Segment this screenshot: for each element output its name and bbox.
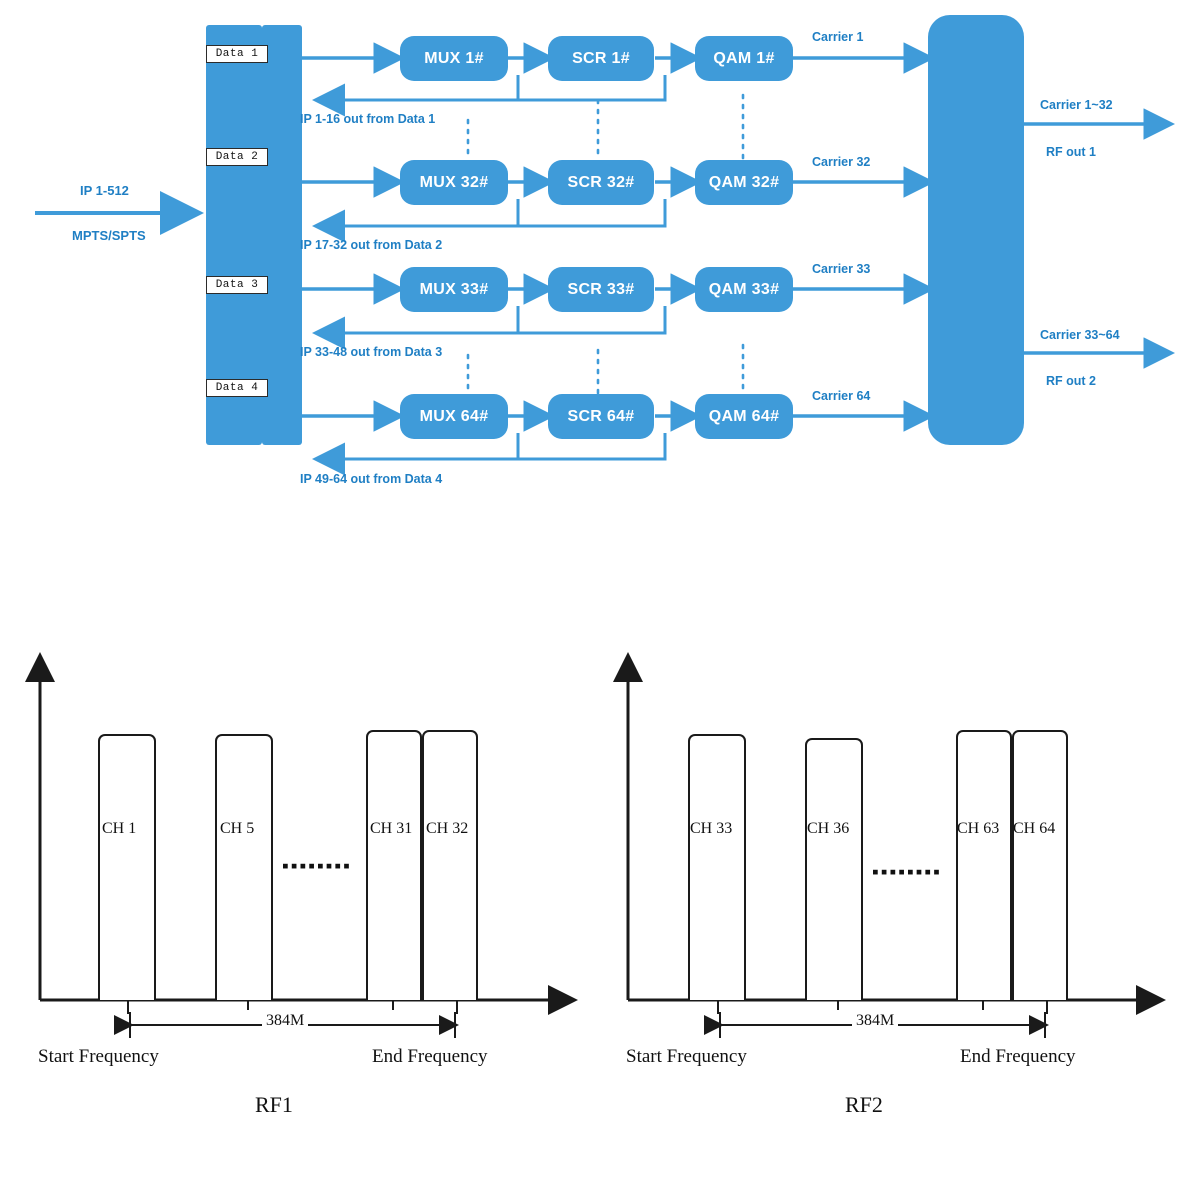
rf-combiner-panel — [928, 15, 1024, 445]
data-tag-1: Data 1 — [206, 45, 268, 63]
rf1-end-frequency-label: End Frequency — [372, 1046, 488, 1067]
data-tag-3: Data 3 — [206, 276, 268, 294]
mux-box-32[interactable]: MUX 32# — [400, 160, 508, 205]
rf2-title: RF2 — [845, 1092, 883, 1117]
rf2-channel-label-2: CH 36 — [807, 820, 850, 837]
scr-box-64[interactable]: SCR 64# — [548, 394, 654, 439]
carrier-label-1: Carrier 1 — [812, 30, 864, 44]
rf2-channel-bar-1 — [688, 734, 746, 1000]
rf1-channel-label-4: CH 32 — [426, 820, 469, 837]
return-label-1: IP 1-16 out from Data 1 — [300, 112, 436, 126]
output-carrier-label-1: Carrier 1~32 — [1040, 98, 1113, 112]
rf1-channel-bar-1 — [98, 734, 156, 1000]
data-tag-2: Data 2 — [206, 148, 268, 166]
output-rf-label-2: RF out 2 — [1046, 374, 1096, 388]
rf1-span-label: 384M — [262, 1012, 308, 1030]
rf1-channel-bar-4 — [422, 730, 478, 1000]
rf1-channel-bar-2 — [215, 734, 273, 1000]
data-tag-4: Data 4 — [206, 379, 268, 397]
rf2-end-frequency-label: End Frequency — [960, 1046, 1076, 1067]
ip-switch-fabric — [262, 25, 302, 445]
rf2-channel-bar-2 — [805, 738, 863, 1000]
carrier-label-33: Carrier 33 — [812, 262, 871, 276]
rf1-ellipsis: ▪▪▪▪▪▪▪▪ — [282, 856, 352, 877]
rf2-axes — [600, 640, 1180, 1040]
qam-box-32[interactable]: QAM 32# — [695, 160, 793, 205]
spectrum-rf2 — [600, 640, 1180, 1160]
qam-box-64[interactable]: QAM 64# — [695, 394, 793, 439]
carrier-label-32: Carrier 32 — [812, 155, 871, 169]
return-label-3: IP 33-48 out from Data 3 — [300, 345, 443, 359]
mux-box-33[interactable]: MUX 33# — [400, 267, 508, 312]
input-ip-range-label: IP 1-512 — [80, 183, 129, 198]
scr-box-33[interactable]: SCR 33# — [548, 267, 654, 312]
rf1-channel-label-1: CH 1 — [102, 820, 137, 837]
qam-box-1[interactable]: QAM 1# — [695, 36, 793, 81]
rf1-title: RF1 — [255, 1092, 293, 1117]
rf1-channel-label-3: CH 31 — [370, 820, 413, 837]
output-rf-label-1: RF out 1 — [1046, 145, 1096, 159]
rf2-span-label: 384M — [852, 1012, 898, 1030]
rf2-channel-label-4: CH 64 — [1013, 820, 1056, 837]
qam-box-33[interactable]: QAM 33# — [695, 267, 793, 312]
input-stream-type-label: MPTS/SPTS — [72, 228, 146, 243]
scr-box-32[interactable]: SCR 32# — [548, 160, 654, 205]
rf2-start-frequency-label: Start Frequency — [626, 1046, 747, 1067]
spectrum-rf1 — [10, 640, 590, 1160]
mux-box-1[interactable]: MUX 1# — [400, 36, 508, 81]
rf1-start-frequency-label: Start Frequency — [38, 1046, 159, 1067]
carrier-label-64: Carrier 64 — [812, 389, 871, 403]
rf2-ellipsis: ▪▪▪▪▪▪▪▪ — [872, 862, 942, 883]
rf1-channel-label-2: CH 5 — [220, 820, 255, 837]
return-label-4: IP 49-64 out from Data 4 — [300, 472, 443, 486]
output-carrier-label-2: Carrier 33~64 — [1040, 328, 1120, 342]
return-label-2: IP 17-32 out from Data 2 — [300, 238, 443, 252]
rf1-channel-bar-3 — [366, 730, 422, 1000]
mux-box-64[interactable]: MUX 64# — [400, 394, 508, 439]
rf2-channel-label-1: CH 33 — [690, 820, 733, 837]
rf2-channel-bar-3 — [956, 730, 1012, 1000]
ip-qam-block-diagram — [0, 0, 1200, 540]
rf1-axes — [10, 640, 590, 1040]
scr-box-1[interactable]: SCR 1# — [548, 36, 654, 81]
rf2-channel-label-3: CH 63 — [957, 820, 1000, 837]
rf2-channel-bar-4 — [1012, 730, 1068, 1000]
